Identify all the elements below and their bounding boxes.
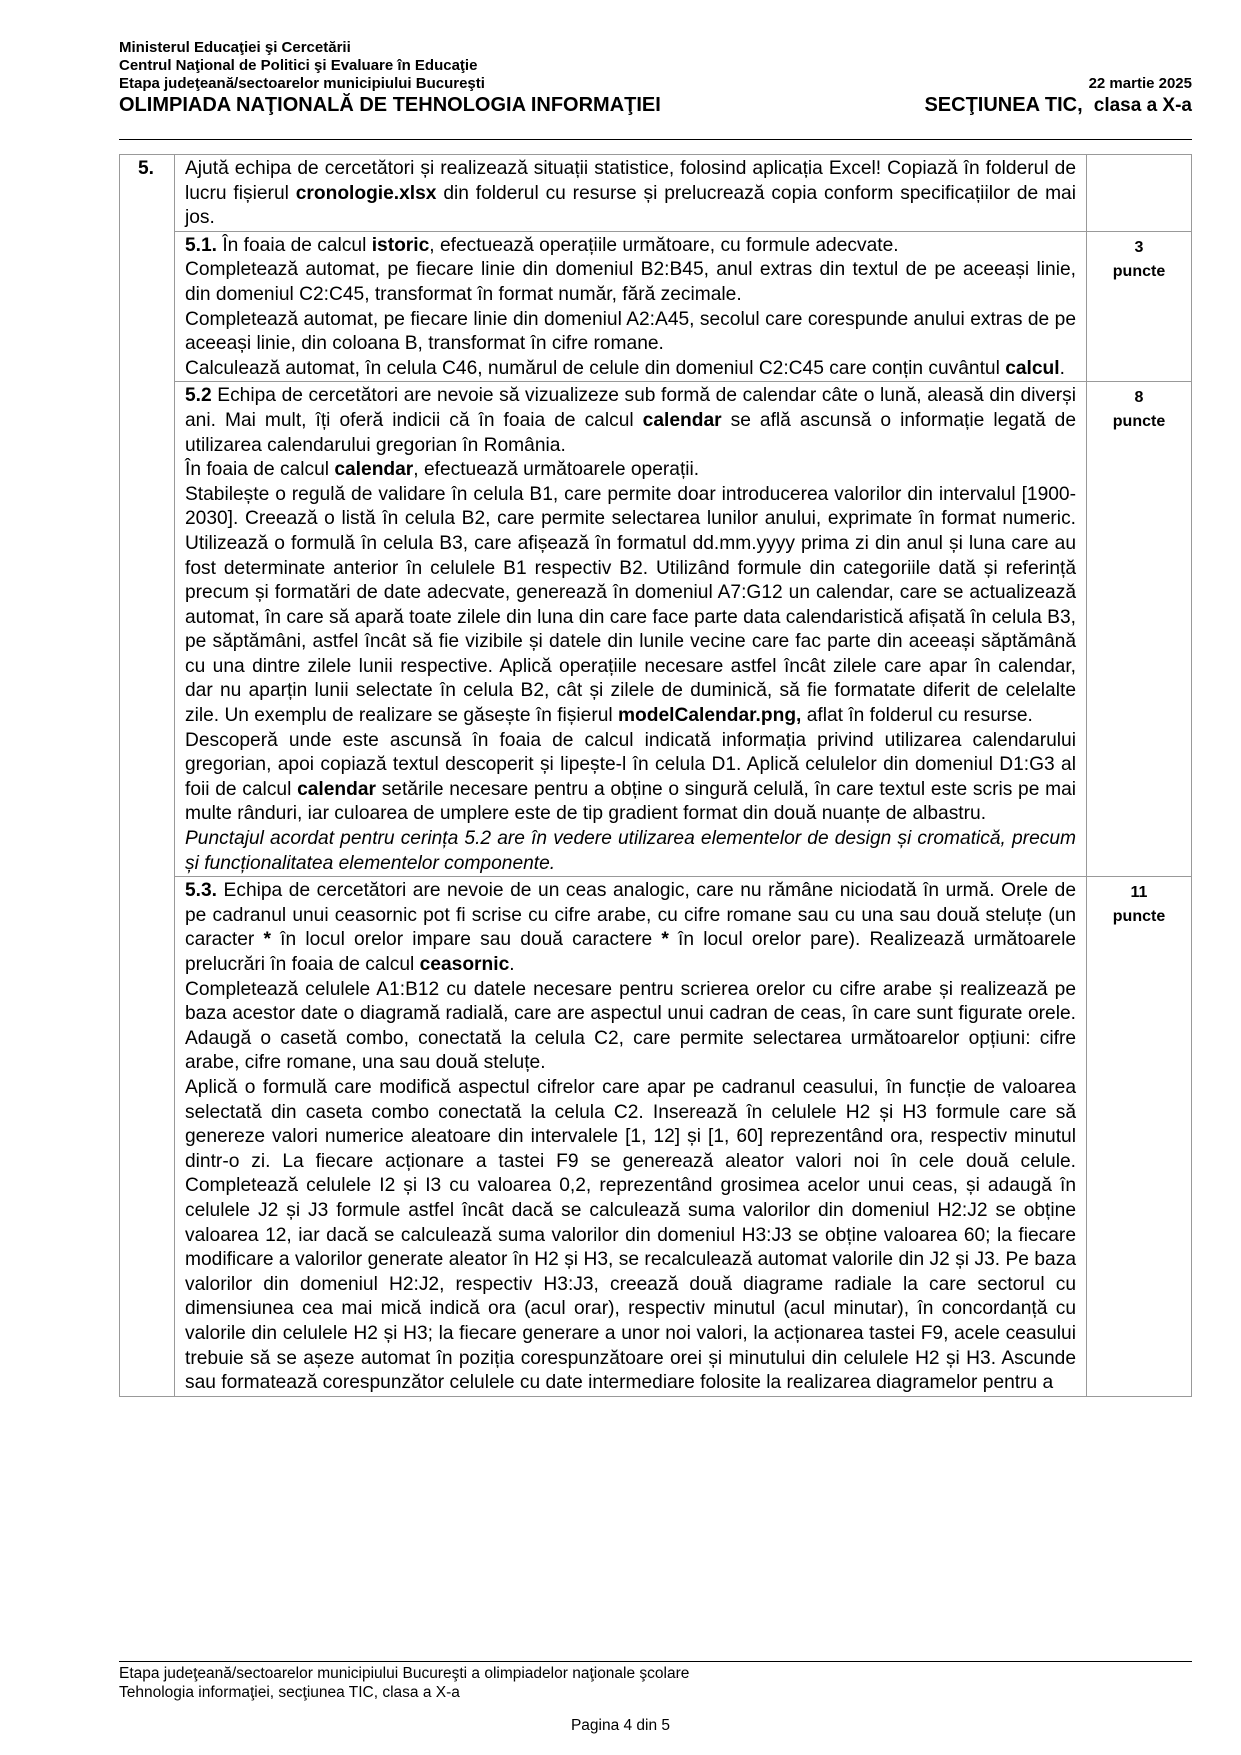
points-label: puncte: [1112, 908, 1166, 926]
section-label: [924, 93, 1192, 118]
points-label: puncte: [1112, 413, 1166, 431]
subtask-5-1-number: 5.1.: [185, 234, 218, 256]
s3-text: în locul orelor pare). Realizează următoarele prelucrări în foaia de calcul: [185, 929, 1076, 975]
s1-paragraph: Completează automat, pe fiecare linie din domeniul A2:A45, secolul care corespunde anului extras de pe aceeași linie, din coloana B, transformat în cifre romane.: [185, 308, 1076, 355]
s2-text: , efectuează următoarele operații.: [413, 459, 700, 481]
s1-text: .: [1059, 357, 1065, 379]
intro-text-2: din folderul cu resurse și prelucrează copia conform specificațiilor de mai jos.: [185, 182, 1076, 229]
s3-star: *: [263, 929, 271, 951]
subtask-5-3-row: [120, 877, 1192, 1396]
s2-text: Descoperă unde este ascunsă în foaia de calcul indicată informația privind utilizarea calendarului gregorian, apoi copiază textul descoperit și lipește-l în celula D1. Aplică celulelor din domeniul D1:G3 al foii de calcul: [185, 729, 1076, 800]
s3-star: *: [661, 929, 669, 951]
s3-sheet-name: ceasornic: [419, 954, 510, 975]
stage-name: Etapa judeţeană/sectoarelor municipiului Bucureşti: [119, 75, 485, 92]
s1-keyword: calcul: [1005, 357, 1060, 379]
page-number: Pagina 4 din 5: [570, 1717, 671, 1734]
s1-paragraph: Completează automat, pe fiecare linie din domeniul B2:B45, anul extras din textul de pe aceeași linie, din domeniul C2:C45, transformat în format număr, fără zecimale.: [185, 259, 1076, 305]
s1-text: , efectuează operațiile următoare, cu formule adecvate.: [429, 234, 899, 256]
s2-text: setările necesare pentru a obține o singură celulă, în care textul este scris pe mai multe rânduri, iar culoarea de umplere este de tip gradient format din două nuanțe de albastru.: [185, 778, 1076, 825]
subtask-5-1: [175, 231, 1087, 382]
subtask-5-2-row: [120, 382, 1192, 877]
s2-text: În foaia de calcul: [185, 459, 335, 481]
s2-text: Stabilește o regulă de validare în celula B1, care permite doar introducerea valorilor din intervalul [1900-2030]. Creează o listă în celula B2, care permite selectarea lunilor anului, exprimate în format numeric. Utilizează o formulă în celula B3, care afișează în formatul dd.mm.yyyy prima zi din anul și luna care au fost determinate anterior în celulele B1 respectiv B2. Utilizând formule din categoriile dată și referință precum și formatări de date adecvate, generează în domeniul A7:G12 un calendar, care se actualizează automat, în care să apară toate zilele din luna din care face parte data calendaristică afișată în celula B3, pe săptămâni, astfel încât să fie vizibile și datele din lunile vecine care fac parte din aceeași săptămână cu una dintre zilele lunii respective. Aplică operațiile necesare astfel încât zilele care apar în calendar, dar nu aparțin lunii selectate în celula B2, cât și zilele de duminică, să fie formatate diferit de celelalte zile. Un exemplu de realizare se găsește în fișierul: [185, 483, 1076, 727]
header-title-row: [119, 93, 1192, 118]
points-value: 11: [1130, 884, 1148, 902]
s2-sheet-name: calendar: [297, 778, 376, 800]
header-divider: [119, 139, 1192, 140]
subtask-5-3: [175, 877, 1087, 1396]
subtask-5-3-points: [1087, 877, 1192, 1396]
s1-sheet-name: istoric: [371, 234, 430, 256]
footer-stage: Etapa judeţeană/sectoarelor municipiului Bucureşti a olimpiadelor naţionale şcolare: [119, 1665, 690, 1682]
intro-points-cell: [1087, 155, 1192, 232]
s1-text: Calculează automat, în celula C46, numărul de celule din domeniul C2:C45 care conțin cuvântul: [185, 357, 1006, 379]
subtask-5-2-points: [1087, 382, 1192, 877]
s2-sheet-name: calendar: [642, 409, 722, 431]
points-value: 3: [1134, 238, 1144, 256]
s2-scoring-note: Punctajul acordat pentru cerința 5.2 are în vedere utilizarea elementelor de design și cromatică, precum și funcționalitatea elementelor componente.: [185, 828, 1076, 874]
center-name: Centrul Naţional de Politici şi Evaluare în Educaţie: [119, 57, 478, 74]
header-stage-row: [119, 75, 1192, 93]
page-footer: [119, 1664, 1192, 1702]
s3-text: .: [509, 954, 515, 975]
exam-date: 22 martie 2025: [1088, 75, 1192, 92]
s3-text: Echipa de cercetători are nevoie de un ceas analogic, care nu rămâne niciodată în urmă. Orele de pe cadranul unui ceasornic pot fi scrise cu cifre arabe, cu cifre romane sau cu una sau două steluțe (un caracter: [185, 880, 1076, 951]
problem-intro: [175, 155, 1087, 232]
points-value: 8: [1134, 389, 1144, 407]
section-name: SECŢIUNEA TIC,: [924, 94, 1083, 116]
page-header: [119, 39, 1192, 118]
s2-filename: modelCalendar.png,: [618, 705, 802, 727]
problem-number: 5.: [120, 155, 175, 1397]
s1-text: În foaia de calcul: [217, 234, 372, 256]
footer-subject: Tehnologia informaţiei, secţiunea TIC, clasa a X-a: [119, 1684, 460, 1701]
s2-text: se află ascunsă o informație legată de utilizarea calendarului gregorian în România.: [185, 409, 1076, 456]
problem-intro-row: [120, 155, 1192, 232]
s2-sheet-name: calendar: [334, 459, 414, 481]
points-label: puncte: [1112, 262, 1166, 280]
s3-paragraph: Completează celulele A1:B12 cu datele necesare pentru scrierea orelor cu cifre arabe și realizează pe baza acestor date o diagramă radială, care are aspectul unui cadran de ceas, în care sunt figurate orele. Adaugă o casetă combo, conectată la celula C2, care permite selectarea următoarelor opțiuni: cifre arabe, cifre romane, una sau două steluțe.: [185, 978, 1076, 1074]
problem-table: [119, 154, 1192, 1397]
subtask-5-2: [175, 382, 1087, 877]
olympiad-title: OLIMPIADA NAŢIONALĂ DE TEHNOLOGIA INFORMAŢIEI: [119, 94, 661, 116]
intro-filename: cronologie.xlsx: [295, 182, 437, 204]
subtask-5-3-number: 5.3.: [185, 880, 218, 902]
class-label: clasa a X-a: [1093, 95, 1192, 116]
footer-divider: [119, 1661, 1192, 1662]
subtask-5-1-points: [1087, 231, 1192, 382]
subtask-5-2-number: 5.2: [185, 385, 212, 407]
ministry-name: Ministerul Educaţiei şi Cercetării: [119, 39, 351, 56]
s2-text: Echipa de cercetători are nevoie să vizualizeze sub formă de calendar câte o lună, aleasă din diverși ani. Mai mult, îți oferă indicii că în foaia de calcul: [185, 385, 1076, 431]
s3-text: în locul orelor impare sau două caractere: [270, 929, 662, 951]
s2-text: aflat în folderul cu resurse.: [801, 705, 1033, 727]
s3-paragraph: Aplică o formulă care modifică aspectul cifrelor care apar pe cadranul ceasului, în funcție de valoarea selectată din caseta combo conectată la celula C2. Inserează în celulele H2 și H3 formule care să genereze valori numerice aleatoare din intervalele [1, 12] și [1, 60] reprezentând ora, respectiv minutul dintr-o zi. La fiecare acționare a tastei F9 se generează aleator valori noi în cele două celule. Completează celulele I2 și I3 cu valoarea 0,2, reprezentând grosimea acelor unui ceas, și adaugă în celulele J2 și J3 formule astfel încât dacă se calculează suma valorilor din domeniul H2:J2 se obține valoarea 12, iar dacă se calculează suma valorilor din domeniul H3:J3 se obține valoarea 60; la fiecare modificare a valorilor generate aleator în H2 și H3, se recalculează automat valorile din J2 și J3. Pe baza valorilor din domeniul H2:J2, respectiv H3:J3, creează două diagrame radiale la care sectorul cu dimensiunea cea mai mică indică ora (acul orar), respectiv minutul (acul minutar), în concordanță cu valorile din celulele H2 și H3; la fiecare generare a unor noi valori, la acționarea tastei F9, acele ceasului trebuie să se așeze automat în poziția corespunzătoare orei și minutului din celulele H2 și H3. Ascunde sau formatează corespunzător celulele cu date intermediare folosite la realizarea diagramelor pentru a: [185, 1076, 1076, 1394]
subtask-5-1-row: [120, 231, 1192, 382]
intro-text-1: Ajută echipa de cercetători și realizează situații statistice, folosind aplicația Excel! Copiază în folderul de lucru fișierul: [185, 158, 1076, 204]
